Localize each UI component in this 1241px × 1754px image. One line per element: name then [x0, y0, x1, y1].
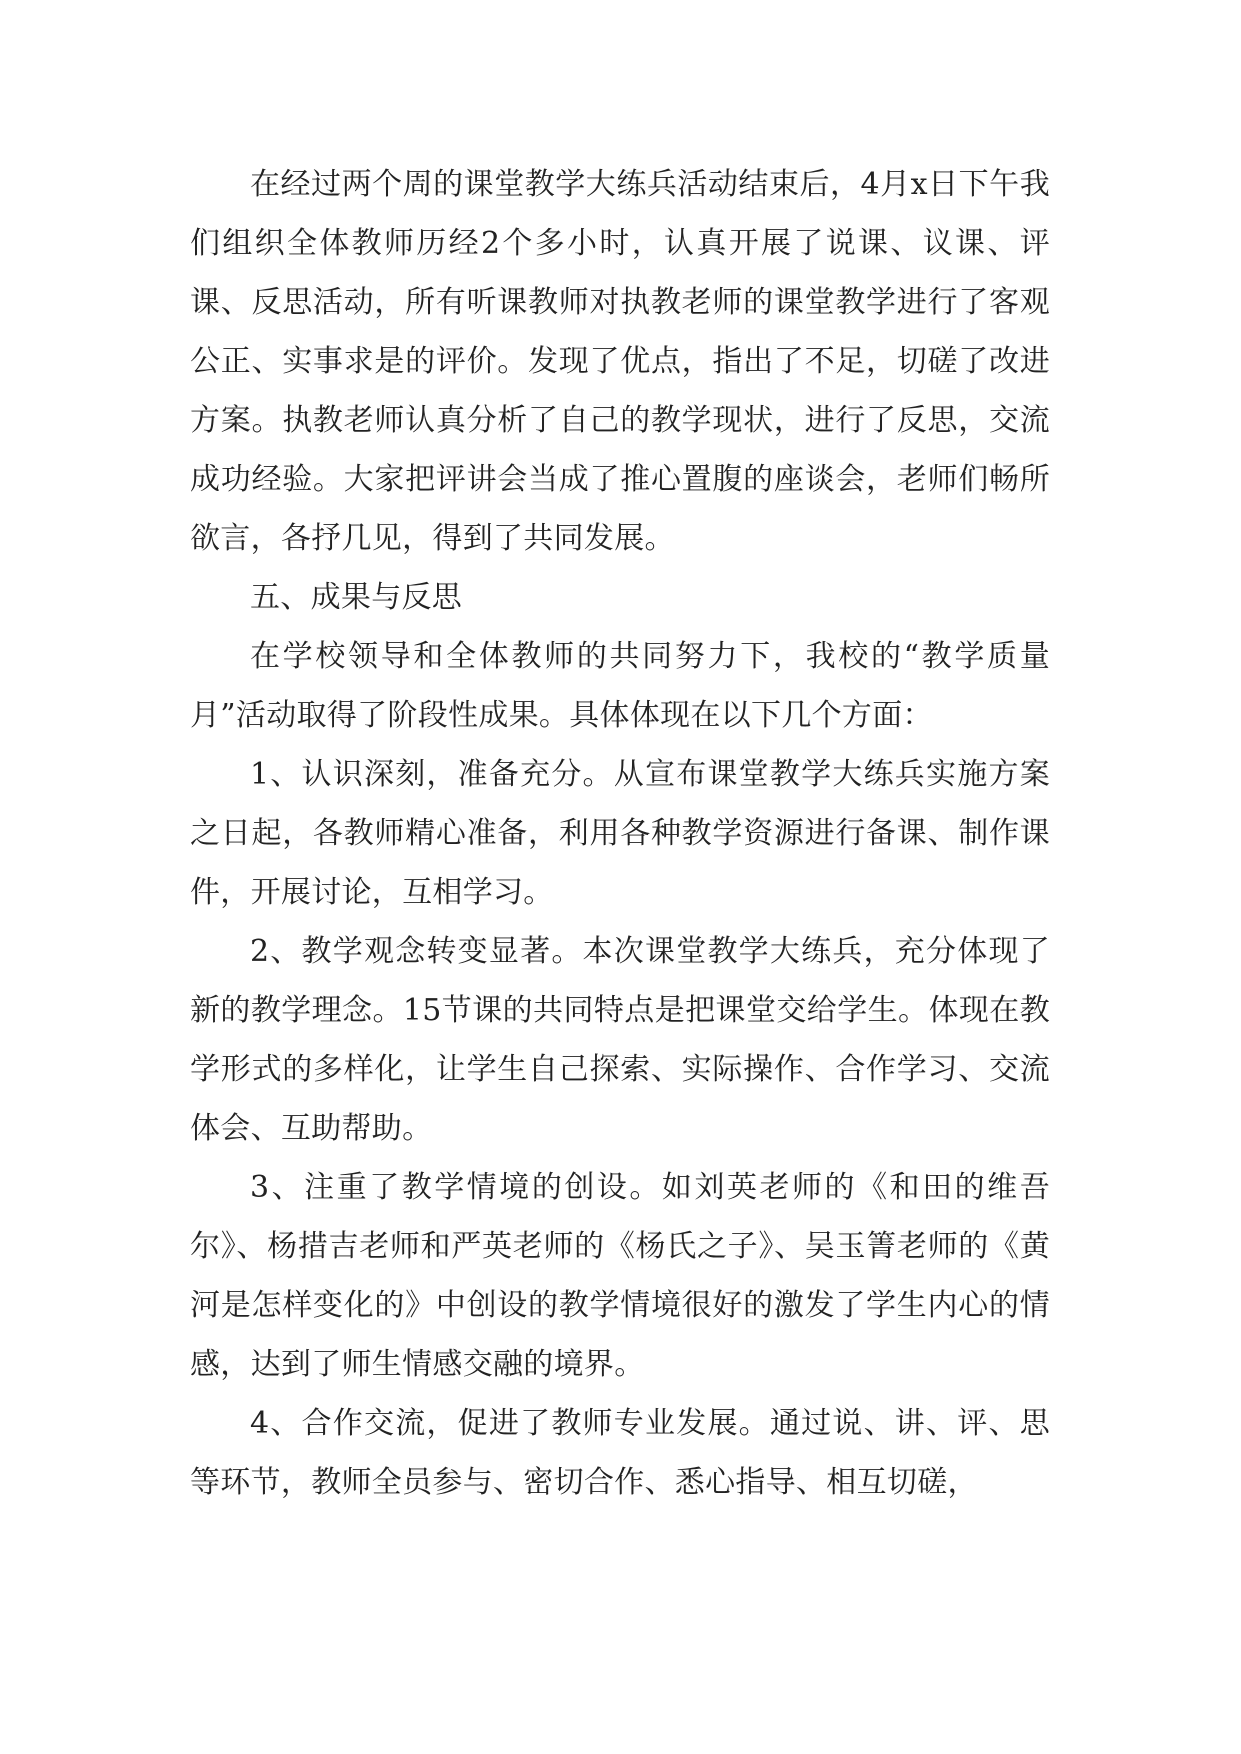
paragraph-point-2: 2、教学观念转变显著。本次课堂教学大练兵，充分体现了新的教学理念。15节课的共同特点是把课堂交给学生。体现在教学形式的多样化，让学生自己探索、实际操作、合作学习、交流体会、互助帮助。 — [190, 934, 1050, 1146]
document-body — [190, 155, 1050, 1512]
section-heading-results: 五、成果与反思 — [250, 580, 463, 615]
paragraph-point-1: 1、认识深刻，准备充分。从宣布课堂教学大练兵实施方案之日起，各教师精心准备，利用各种教学资源进行备课、制作课件，开展讨论，互相学习。 — [190, 757, 1050, 910]
paragraph-point-4: 4、合作交流，促进了教师专业发展。通过说、讲、评、思等环节，教师全员参与、密切合作、悉心指导、相互切磋， — [190, 1406, 1050, 1500]
paragraph-results-intro: 在学校领导和全体教师的共同努力下，我校的“教学质量月”活动取得了阶段性成果。具体体现在以下几个方面： — [190, 639, 1050, 733]
paragraph-activity-review: 在经过两个周的课堂教学大练兵活动结束后，4月x日下午我们组织全体教师历经2个多小时，认真开展了说课、议课、评课、反思活动，所有听课教师对执教老师的课堂教学进行了客观公正、实事求是的评价。发现了优点，指出了不足，切磋了改进方案。执教老师认真分析了自己的教学现状，进行了反思，交流成功经验。大家把评讲会当成了推心置腹的座谈会，老师们畅所欲言，各抒几见，得到了共同发展。 — [190, 167, 1050, 556]
paragraph-point-3: 3、注重了教学情境的创设。如刘英老师的《和田的维吾尔》、杨措吉老师和严英老师的《杨氏之子》、吴玉箐老师的《黄河是怎样变化的》中创设的教学情境很好的激发了学生内心的情感，达到了师生情感交融的境界。 — [190, 1170, 1050, 1382]
